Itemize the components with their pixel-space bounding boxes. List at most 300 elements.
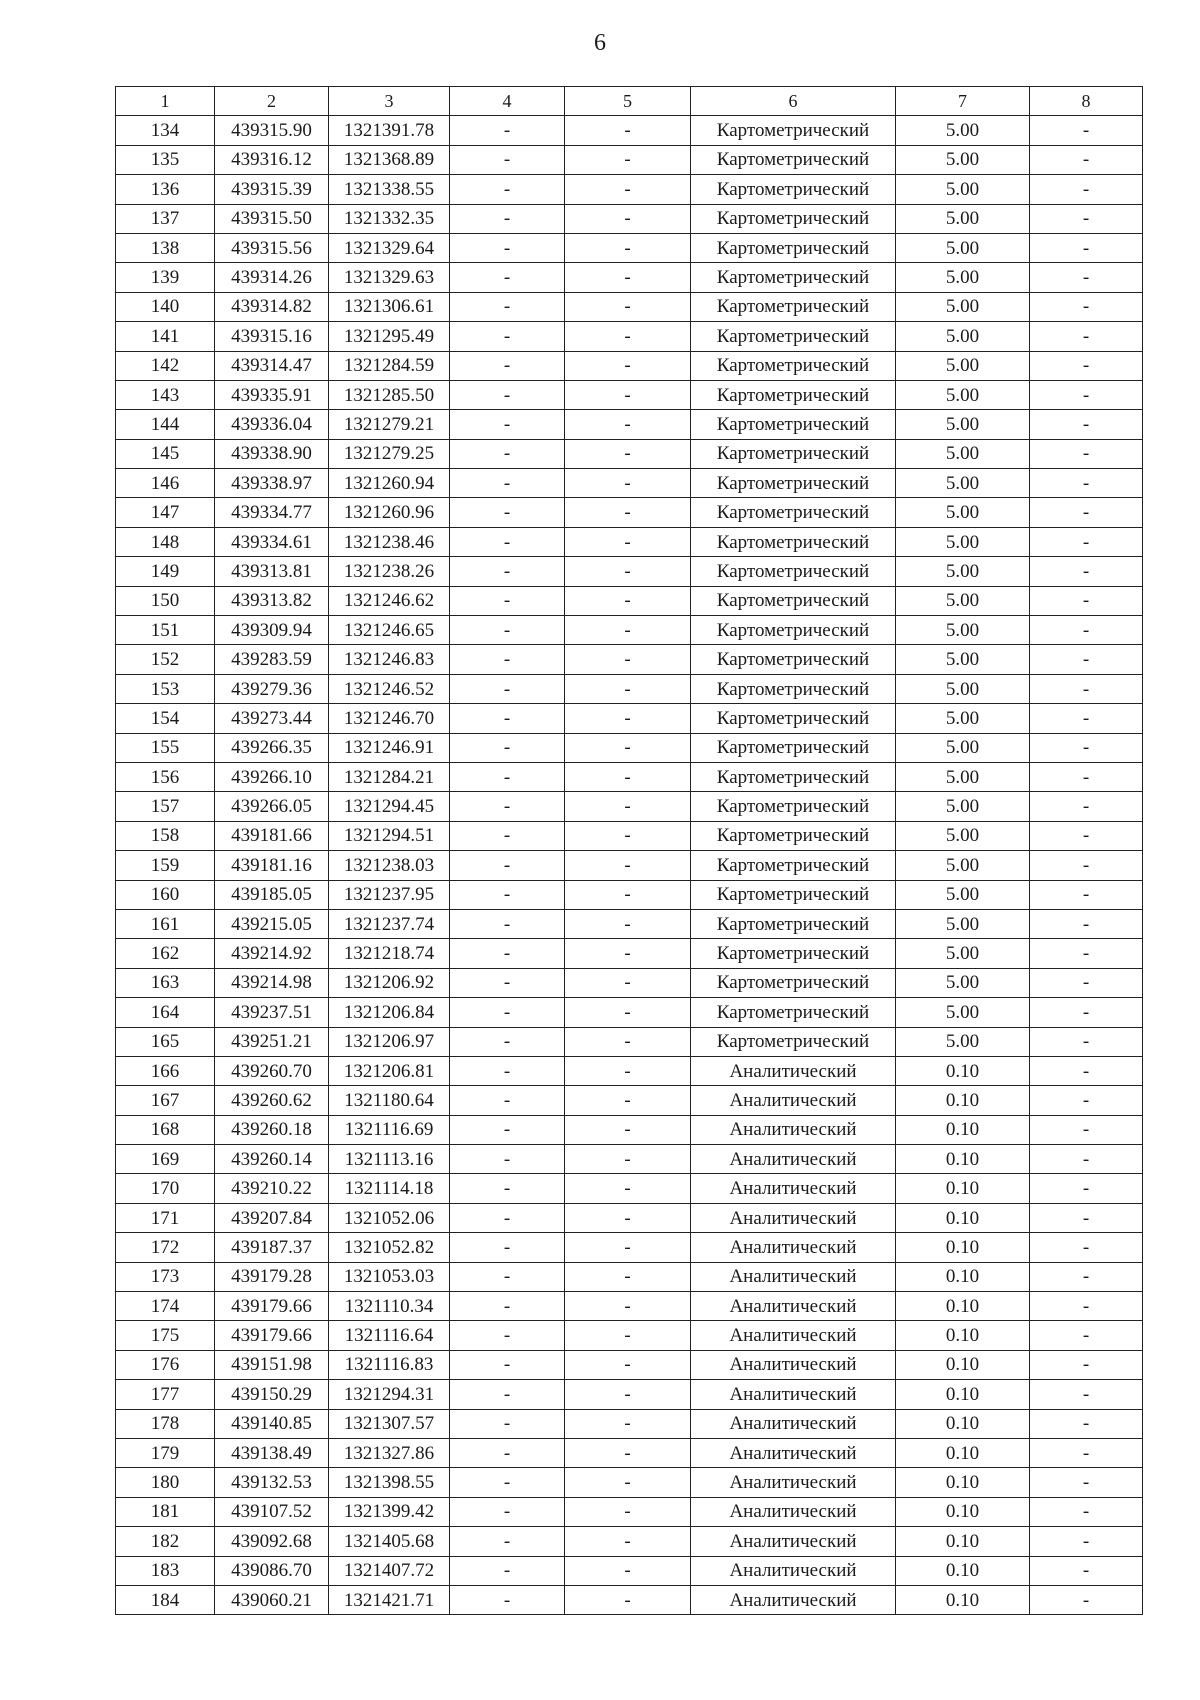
y-coordinate-cell: 1321279.21 bbox=[329, 410, 450, 439]
method-cell: Картометрический bbox=[691, 233, 896, 262]
method-cell: Аналитический bbox=[691, 1203, 896, 1232]
y-coordinate-cell: 1321246.70 bbox=[329, 704, 450, 733]
y-coordinate-cell: 1321279.25 bbox=[329, 439, 450, 468]
column-4-cell: - bbox=[450, 1115, 565, 1144]
column-8-cell: - bbox=[1030, 410, 1143, 439]
y-coordinate-cell: 1321368.89 bbox=[329, 145, 450, 174]
y-coordinate-cell: 1321421.71 bbox=[329, 1585, 450, 1614]
point-number-cell: 144 bbox=[116, 410, 215, 439]
x-coordinate-cell: 439279.36 bbox=[215, 674, 329, 703]
y-coordinate-cell: 1321332.35 bbox=[329, 204, 450, 233]
column-4-cell: - bbox=[450, 909, 565, 938]
accuracy-cell: 5.00 bbox=[896, 616, 1030, 645]
column-4-cell: - bbox=[450, 1585, 565, 1614]
point-number-cell: 164 bbox=[116, 998, 215, 1027]
column-5-cell: - bbox=[565, 645, 691, 674]
column-5-cell: - bbox=[565, 1527, 691, 1556]
x-coordinate-cell: 439179.66 bbox=[215, 1321, 329, 1350]
point-number-cell: 162 bbox=[116, 939, 215, 968]
point-number-cell: 146 bbox=[116, 469, 215, 498]
table-row bbox=[116, 851, 1143, 880]
table-row bbox=[116, 909, 1143, 938]
method-cell: Аналитический bbox=[691, 1380, 896, 1409]
column-5-cell: - bbox=[565, 998, 691, 1027]
table-row bbox=[116, 674, 1143, 703]
column-4-cell: - bbox=[450, 557, 565, 586]
column-5-cell: - bbox=[565, 1115, 691, 1144]
table-row bbox=[116, 1321, 1143, 1350]
method-cell: Картометрический bbox=[691, 498, 896, 527]
y-coordinate-cell: 1321306.61 bbox=[329, 292, 450, 321]
method-cell: Картометрический bbox=[691, 821, 896, 850]
point-number-cell: 151 bbox=[116, 616, 215, 645]
x-coordinate-cell: 439179.28 bbox=[215, 1262, 329, 1291]
point-number-cell: 163 bbox=[116, 968, 215, 997]
table-row bbox=[116, 1438, 1143, 1467]
method-cell: Аналитический bbox=[691, 1350, 896, 1379]
column-8-cell: - bbox=[1030, 380, 1143, 409]
point-number-cell: 166 bbox=[116, 1056, 215, 1085]
method-cell: Аналитический bbox=[691, 1056, 896, 1085]
y-coordinate-cell: 1321338.55 bbox=[329, 175, 450, 204]
column-4-cell: - bbox=[450, 1527, 565, 1556]
column-5-cell: - bbox=[565, 557, 691, 586]
column-4-cell: - bbox=[450, 527, 565, 556]
column-4-cell: - bbox=[450, 616, 565, 645]
y-coordinate-cell: 1321237.95 bbox=[329, 880, 450, 909]
y-coordinate-cell: 1321246.65 bbox=[329, 616, 450, 645]
column-5-cell: - bbox=[565, 762, 691, 791]
column-5-cell: - bbox=[565, 1203, 691, 1232]
x-coordinate-cell: 439338.90 bbox=[215, 439, 329, 468]
column-8-cell: - bbox=[1030, 1527, 1143, 1556]
table-row bbox=[116, 939, 1143, 968]
accuracy-cell: 5.00 bbox=[896, 233, 1030, 262]
table-row bbox=[116, 1145, 1143, 1174]
column-4-cell: - bbox=[450, 851, 565, 880]
accuracy-cell: 5.00 bbox=[896, 1027, 1030, 1056]
accuracy-cell: 0.10 bbox=[896, 1468, 1030, 1497]
table-row bbox=[116, 469, 1143, 498]
point-number-cell: 175 bbox=[116, 1321, 215, 1350]
column-8-cell: - bbox=[1030, 263, 1143, 292]
accuracy-cell: 5.00 bbox=[896, 645, 1030, 674]
x-coordinate-cell: 439150.29 bbox=[215, 1380, 329, 1409]
column-8-cell: - bbox=[1030, 1556, 1143, 1585]
point-number-cell: 142 bbox=[116, 351, 215, 380]
column-header: 1 bbox=[116, 87, 215, 116]
y-coordinate-cell: 1321116.69 bbox=[329, 1115, 450, 1144]
column-5-cell: - bbox=[565, 1380, 691, 1409]
table-row bbox=[116, 1468, 1143, 1497]
table-row bbox=[116, 762, 1143, 791]
table-row bbox=[116, 1585, 1143, 1614]
accuracy-cell: 0.10 bbox=[896, 1056, 1030, 1085]
column-8-cell: - bbox=[1030, 1027, 1143, 1056]
table-row bbox=[116, 1203, 1143, 1232]
accuracy-cell: 0.10 bbox=[896, 1292, 1030, 1321]
column-8-cell: - bbox=[1030, 527, 1143, 556]
accuracy-cell: 5.00 bbox=[896, 674, 1030, 703]
accuracy-cell: 0.10 bbox=[896, 1527, 1030, 1556]
x-coordinate-cell: 439273.44 bbox=[215, 704, 329, 733]
accuracy-cell: 0.10 bbox=[896, 1438, 1030, 1467]
column-header: 2 bbox=[215, 87, 329, 116]
table-row bbox=[116, 116, 1143, 145]
point-number-cell: 178 bbox=[116, 1409, 215, 1438]
method-cell: Аналитический bbox=[691, 1262, 896, 1291]
accuracy-cell: 5.00 bbox=[896, 322, 1030, 351]
method-cell: Картометрический bbox=[691, 557, 896, 586]
x-coordinate-cell: 439315.50 bbox=[215, 204, 329, 233]
x-coordinate-cell: 439309.94 bbox=[215, 616, 329, 645]
table-row bbox=[116, 1056, 1143, 1085]
accuracy-cell: 5.00 bbox=[896, 821, 1030, 850]
point-number-cell: 136 bbox=[116, 175, 215, 204]
point-number-cell: 183 bbox=[116, 1556, 215, 1585]
column-5-cell: - bbox=[565, 1262, 691, 1291]
accuracy-cell: 5.00 bbox=[896, 557, 1030, 586]
accuracy-cell: 0.10 bbox=[896, 1233, 1030, 1262]
table-row bbox=[116, 1409, 1143, 1438]
column-8-cell: - bbox=[1030, 557, 1143, 586]
table-row bbox=[116, 645, 1143, 674]
method-cell: Аналитический bbox=[691, 1233, 896, 1262]
column-4-cell: - bbox=[450, 880, 565, 909]
y-coordinate-cell: 1321307.57 bbox=[329, 1409, 450, 1438]
column-4-cell: - bbox=[450, 1086, 565, 1115]
column-4-cell: - bbox=[450, 1350, 565, 1379]
column-header: 7 bbox=[896, 87, 1030, 116]
y-coordinate-cell: 1321113.16 bbox=[329, 1145, 450, 1174]
accuracy-cell: 5.00 bbox=[896, 439, 1030, 468]
x-coordinate-cell: 439315.16 bbox=[215, 322, 329, 351]
column-5-cell: - bbox=[565, 1056, 691, 1085]
table-row bbox=[116, 1027, 1143, 1056]
point-number-cell: 149 bbox=[116, 557, 215, 586]
method-cell: Картометрический bbox=[691, 527, 896, 556]
y-coordinate-cell: 1321238.03 bbox=[329, 851, 450, 880]
column-4-cell: - bbox=[450, 1292, 565, 1321]
column-8-cell: - bbox=[1030, 292, 1143, 321]
x-coordinate-cell: 439315.56 bbox=[215, 233, 329, 262]
column-5-cell: - bbox=[565, 175, 691, 204]
method-cell: Картометрический bbox=[691, 351, 896, 380]
column-5-cell: - bbox=[565, 1556, 691, 1585]
column-8-cell: - bbox=[1030, 821, 1143, 850]
x-coordinate-cell: 439260.70 bbox=[215, 1056, 329, 1085]
x-coordinate-cell: 439210.22 bbox=[215, 1174, 329, 1203]
column-5-cell: - bbox=[565, 498, 691, 527]
column-8-cell: - bbox=[1030, 851, 1143, 880]
table-row bbox=[116, 439, 1143, 468]
table-row bbox=[116, 586, 1143, 615]
y-coordinate-cell: 1321398.55 bbox=[329, 1468, 450, 1497]
column-4-cell: - bbox=[450, 1174, 565, 1203]
column-8-cell: - bbox=[1030, 1585, 1143, 1614]
column-4-cell: - bbox=[450, 1056, 565, 1085]
accuracy-cell: 0.10 bbox=[896, 1350, 1030, 1379]
point-number-cell: 159 bbox=[116, 851, 215, 880]
column-8-cell: - bbox=[1030, 939, 1143, 968]
accuracy-cell: 5.00 bbox=[896, 851, 1030, 880]
table-row bbox=[116, 968, 1143, 997]
method-cell: Картометрический bbox=[691, 762, 896, 791]
column-8-cell: - bbox=[1030, 704, 1143, 733]
column-5-cell: - bbox=[565, 704, 691, 733]
method-cell: Картометрический bbox=[691, 851, 896, 880]
x-coordinate-cell: 439138.49 bbox=[215, 1438, 329, 1467]
column-4-cell: - bbox=[450, 380, 565, 409]
accuracy-cell: 0.10 bbox=[896, 1086, 1030, 1115]
point-number-cell: 152 bbox=[116, 645, 215, 674]
accuracy-cell: 5.00 bbox=[896, 998, 1030, 1027]
column-5-cell: - bbox=[565, 674, 691, 703]
accuracy-cell: 5.00 bbox=[896, 909, 1030, 938]
accuracy-cell: 5.00 bbox=[896, 704, 1030, 733]
accuracy-cell: 5.00 bbox=[896, 145, 1030, 174]
y-coordinate-cell: 1321284.59 bbox=[329, 351, 450, 380]
x-coordinate-cell: 439179.66 bbox=[215, 1292, 329, 1321]
method-cell: Картометрический bbox=[691, 880, 896, 909]
table-row bbox=[116, 1350, 1143, 1379]
column-4-cell: - bbox=[450, 498, 565, 527]
point-number-cell: 156 bbox=[116, 762, 215, 791]
column-8-cell: - bbox=[1030, 645, 1143, 674]
point-number-cell: 154 bbox=[116, 704, 215, 733]
point-number-cell: 137 bbox=[116, 204, 215, 233]
column-8-cell: - bbox=[1030, 175, 1143, 204]
table-row bbox=[116, 322, 1143, 351]
column-8-cell: - bbox=[1030, 586, 1143, 615]
table-row bbox=[116, 1556, 1143, 1585]
column-4-cell: - bbox=[450, 410, 565, 439]
column-4-cell: - bbox=[450, 175, 565, 204]
column-4-cell: - bbox=[450, 322, 565, 351]
x-coordinate-cell: 439314.82 bbox=[215, 292, 329, 321]
column-8-cell: - bbox=[1030, 1350, 1143, 1379]
column-header: 5 bbox=[565, 87, 691, 116]
x-coordinate-cell: 439181.16 bbox=[215, 851, 329, 880]
method-cell: Аналитический bbox=[691, 1468, 896, 1497]
column-8-cell: - bbox=[1030, 880, 1143, 909]
y-coordinate-cell: 1321180.64 bbox=[329, 1086, 450, 1115]
column-4-cell: - bbox=[450, 645, 565, 674]
table-row bbox=[116, 1233, 1143, 1262]
x-coordinate-cell: 439266.10 bbox=[215, 762, 329, 791]
column-5-cell: - bbox=[565, 586, 691, 615]
column-5-cell: - bbox=[565, 1497, 691, 1526]
column-8-cell: - bbox=[1030, 145, 1143, 174]
point-number-cell: 174 bbox=[116, 1292, 215, 1321]
column-5-cell: - bbox=[565, 880, 691, 909]
method-cell: Аналитический bbox=[691, 1174, 896, 1203]
y-coordinate-cell: 1321294.45 bbox=[329, 792, 450, 821]
column-4-cell: - bbox=[450, 1556, 565, 1585]
x-coordinate-cell: 439260.14 bbox=[215, 1145, 329, 1174]
point-number-cell: 173 bbox=[116, 1262, 215, 1291]
y-coordinate-cell: 1321110.34 bbox=[329, 1292, 450, 1321]
y-coordinate-cell: 1321284.21 bbox=[329, 762, 450, 791]
table-row bbox=[116, 204, 1143, 233]
accuracy-cell: 0.10 bbox=[896, 1409, 1030, 1438]
point-number-cell: 139 bbox=[116, 263, 215, 292]
method-cell: Картометрический bbox=[691, 175, 896, 204]
column-5-cell: - bbox=[565, 1086, 691, 1115]
x-coordinate-cell: 439334.61 bbox=[215, 527, 329, 556]
point-number-cell: 141 bbox=[116, 322, 215, 351]
column-4-cell: - bbox=[450, 1027, 565, 1056]
column-header: 6 bbox=[691, 87, 896, 116]
column-4-cell: - bbox=[450, 674, 565, 703]
column-4-cell: - bbox=[450, 1203, 565, 1232]
accuracy-cell: 5.00 bbox=[896, 469, 1030, 498]
y-coordinate-cell: 1321246.52 bbox=[329, 674, 450, 703]
method-cell: Аналитический bbox=[691, 1321, 896, 1350]
x-coordinate-cell: 439283.59 bbox=[215, 645, 329, 674]
column-5-cell: - bbox=[565, 410, 691, 439]
method-cell: Картометрический bbox=[691, 469, 896, 498]
x-coordinate-cell: 439214.98 bbox=[215, 968, 329, 997]
point-number-cell: 148 bbox=[116, 527, 215, 556]
x-coordinate-cell: 439207.84 bbox=[215, 1203, 329, 1232]
page-number: 6 bbox=[594, 30, 606, 56]
point-number-cell: 182 bbox=[116, 1527, 215, 1556]
method-cell: Картометрический bbox=[691, 145, 896, 174]
y-coordinate-cell: 1321327.86 bbox=[329, 1438, 450, 1467]
x-coordinate-cell: 439335.91 bbox=[215, 380, 329, 409]
column-5-cell: - bbox=[565, 939, 691, 968]
x-coordinate-cell: 439314.26 bbox=[215, 263, 329, 292]
column-8-cell: - bbox=[1030, 909, 1143, 938]
x-coordinate-cell: 439315.39 bbox=[215, 175, 329, 204]
column-8-cell: - bbox=[1030, 616, 1143, 645]
method-cell: Картометрический bbox=[691, 204, 896, 233]
x-coordinate-cell: 439315.90 bbox=[215, 116, 329, 145]
accuracy-cell: 0.10 bbox=[896, 1145, 1030, 1174]
table-row bbox=[116, 821, 1143, 850]
column-5-cell: - bbox=[565, 322, 691, 351]
column-4-cell: - bbox=[450, 821, 565, 850]
column-8-cell: - bbox=[1030, 204, 1143, 233]
accuracy-cell: 5.00 bbox=[896, 351, 1030, 380]
accuracy-cell: 0.10 bbox=[896, 1585, 1030, 1614]
column-4-cell: - bbox=[450, 145, 565, 174]
point-number-cell: 157 bbox=[116, 792, 215, 821]
y-coordinate-cell: 1321294.31 bbox=[329, 1380, 450, 1409]
column-8-cell: - bbox=[1030, 998, 1143, 1027]
point-number-cell: 153 bbox=[116, 674, 215, 703]
column-4-cell: - bbox=[450, 233, 565, 262]
column-5-cell: - bbox=[565, 851, 691, 880]
table-body bbox=[116, 116, 1143, 1615]
x-coordinate-cell: 439266.05 bbox=[215, 792, 329, 821]
accuracy-cell: 5.00 bbox=[896, 380, 1030, 409]
method-cell: Картометрический bbox=[691, 1027, 896, 1056]
table-row bbox=[116, 998, 1143, 1027]
y-coordinate-cell: 1321260.96 bbox=[329, 498, 450, 527]
x-coordinate-cell: 439187.37 bbox=[215, 1233, 329, 1262]
point-number-cell: 181 bbox=[116, 1497, 215, 1526]
point-number-cell: 179 bbox=[116, 1438, 215, 1467]
column-4-cell: - bbox=[450, 1497, 565, 1526]
table-row bbox=[116, 1174, 1143, 1203]
method-cell: Аналитический bbox=[691, 1409, 896, 1438]
table-row bbox=[116, 1380, 1143, 1409]
point-number-cell: 176 bbox=[116, 1350, 215, 1379]
method-cell: Аналитический bbox=[691, 1527, 896, 1556]
column-4-cell: - bbox=[450, 762, 565, 791]
y-coordinate-cell: 1321114.18 bbox=[329, 1174, 450, 1203]
y-coordinate-cell: 1321206.97 bbox=[329, 1027, 450, 1056]
column-5-cell: - bbox=[565, 351, 691, 380]
accuracy-cell: 0.10 bbox=[896, 1321, 1030, 1350]
x-coordinate-cell: 439316.12 bbox=[215, 145, 329, 174]
column-8-cell: - bbox=[1030, 968, 1143, 997]
column-4-cell: - bbox=[450, 1409, 565, 1438]
x-coordinate-cell: 439314.47 bbox=[215, 351, 329, 380]
column-5-cell: - bbox=[565, 1233, 691, 1262]
column-8-cell: - bbox=[1030, 1086, 1143, 1115]
y-coordinate-cell: 1321295.49 bbox=[329, 322, 450, 351]
method-cell: Картометрический bbox=[691, 939, 896, 968]
column-5-cell: - bbox=[565, 909, 691, 938]
table-row bbox=[116, 351, 1143, 380]
y-coordinate-cell: 1321116.64 bbox=[329, 1321, 450, 1350]
accuracy-cell: 5.00 bbox=[896, 292, 1030, 321]
x-coordinate-cell: 439215.05 bbox=[215, 909, 329, 938]
table-row bbox=[116, 1527, 1143, 1556]
column-5-cell: - bbox=[565, 821, 691, 850]
column-4-cell: - bbox=[450, 1145, 565, 1174]
y-coordinate-cell: 1321116.83 bbox=[329, 1350, 450, 1379]
method-cell: Картометрический bbox=[691, 292, 896, 321]
coordinates-table bbox=[115, 86, 1143, 1615]
point-number-cell: 165 bbox=[116, 1027, 215, 1056]
table-row bbox=[116, 1292, 1143, 1321]
method-cell: Картометрический bbox=[691, 998, 896, 1027]
method-cell: Аналитический bbox=[691, 1556, 896, 1585]
point-number-cell: 155 bbox=[116, 733, 215, 762]
table-row bbox=[116, 380, 1143, 409]
column-5-cell: - bbox=[565, 1027, 691, 1056]
accuracy-cell: 0.10 bbox=[896, 1262, 1030, 1291]
column-header: 3 bbox=[329, 87, 450, 116]
column-5-cell: - bbox=[565, 116, 691, 145]
table-row bbox=[116, 410, 1143, 439]
accuracy-cell: 0.10 bbox=[896, 1174, 1030, 1203]
table-row bbox=[116, 792, 1143, 821]
y-coordinate-cell: 1321238.46 bbox=[329, 527, 450, 556]
column-4-cell: - bbox=[450, 1262, 565, 1291]
method-cell: Картометрический bbox=[691, 674, 896, 703]
table-row bbox=[116, 263, 1143, 292]
method-cell: Картометрический bbox=[691, 380, 896, 409]
column-4-cell: - bbox=[450, 1321, 565, 1350]
point-number-cell: 158 bbox=[116, 821, 215, 850]
point-number-cell: 134 bbox=[116, 116, 215, 145]
point-number-cell: 169 bbox=[116, 1145, 215, 1174]
x-coordinate-cell: 439260.18 bbox=[215, 1115, 329, 1144]
x-coordinate-cell: 439107.52 bbox=[215, 1497, 329, 1526]
point-number-cell: 161 bbox=[116, 909, 215, 938]
method-cell: Аналитический bbox=[691, 1497, 896, 1526]
x-coordinate-cell: 439336.04 bbox=[215, 410, 329, 439]
x-coordinate-cell: 439334.77 bbox=[215, 498, 329, 527]
column-8-cell: - bbox=[1030, 1174, 1143, 1203]
column-5-cell: - bbox=[565, 616, 691, 645]
accuracy-cell: 5.00 bbox=[896, 880, 1030, 909]
